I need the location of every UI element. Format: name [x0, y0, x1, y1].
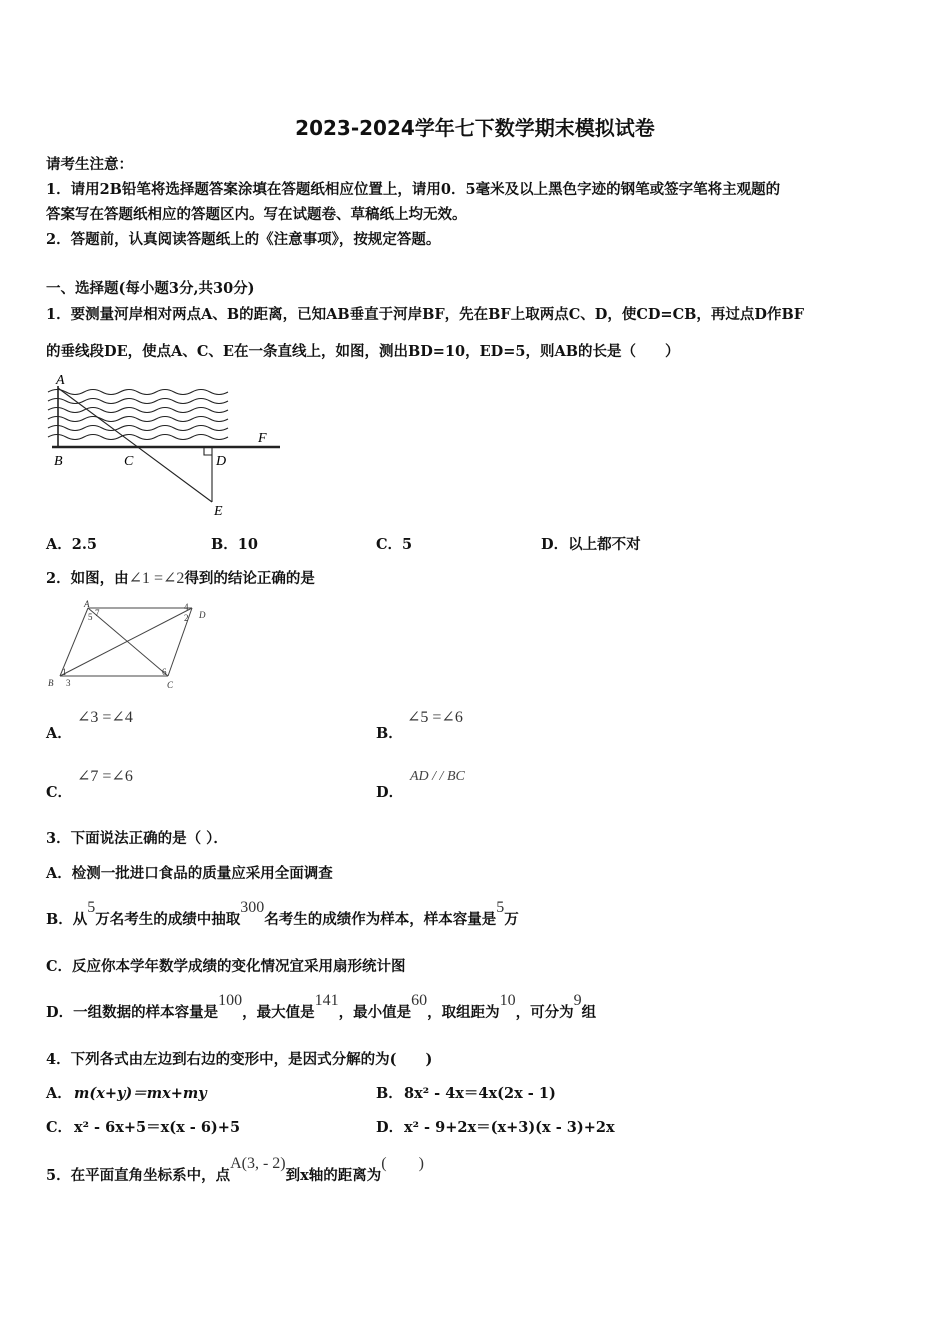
q2-angle-3: 3 [66, 678, 71, 688]
q4-option-c[interactable]: x² - 6x+5＝x(x - 6)+5 [74, 1119, 241, 1136]
q5-stem-prefix: 5．在平面直角坐标系中，点 [46, 1167, 231, 1184]
q3-b-text-2: 万名考生的成绩中抽取 [95, 911, 241, 928]
q1-stem-line1: 1．要测量河岸相对两点A、B的距离，已知AB垂直于河岸BF，先在BF上取两点C、D，使CD=CB，再过点D作BF [46, 306, 804, 323]
q3-b-num-2: 300 [240, 899, 265, 916]
q2-stem-formula: ∠1 =∠2 [128, 570, 185, 587]
q3-d-text-1: D．一组数据的样本容量是 [46, 1004, 219, 1021]
q3-d-num-5: 9 [573, 992, 582, 1009]
q1-label-C: C [124, 454, 134, 469]
q2-label-D: D [199, 610, 206, 620]
q1-label-B: B [54, 454, 63, 469]
q4-option-a[interactable]: m(x+y)＝mx+my [74, 1085, 207, 1102]
q3-stem: 3．下面说法正确的是（ ）． [46, 830, 228, 847]
q2-angle-5: 5 [88, 612, 93, 622]
q3-d-text-4: ，取组距为 [427, 1004, 500, 1021]
q2-parallelogram-figure [44, 598, 224, 693]
q3-d-text-6: 组 [581, 1004, 597, 1021]
q3-option-a[interactable]: A．检测一批进口食品的质量应采用全面调查 [46, 865, 333, 882]
notice-line-3: 2．答题前，认真阅读答题纸上的《注意事项》，按规定答题。 [46, 231, 441, 248]
q4-option-a-label[interactable]: A． [46, 1085, 72, 1102]
q3-d-text-2: ，最大值是 [242, 1004, 315, 1021]
q2-stem-prefix: 2．如图，由 [46, 570, 129, 587]
section-heading: 一、选择题(每小题3分,共30分) [46, 280, 255, 297]
q3-b-num-3: 5 [496, 899, 505, 916]
q2-option-a-label[interactable]: A． [46, 725, 72, 742]
q5-point: A(3, - 2) [230, 1155, 286, 1172]
q3-option-c[interactable]: C．反应你本学年数学成绩的变化情况宜采用扇形统计图 [46, 958, 406, 975]
page-title: 2023-2024学年七下数学期末模拟试卷 [295, 116, 655, 140]
q3-d-text-5: ，可分为 [515, 1004, 574, 1021]
q1-river-figure [44, 370, 284, 520]
q3-b-text-4: 万 [504, 911, 519, 928]
q4-option-b-label[interactable]: B． [376, 1085, 403, 1102]
q4-option-d-label[interactable]: D． [376, 1119, 404, 1136]
q4-stem: 4．下列各式由左边到右边的变形中，是因式分解的为( ) [46, 1051, 433, 1068]
q2-option-a[interactable]: ∠3 =∠4 [77, 709, 133, 726]
q2-option-d[interactable]: AD / / BC [410, 769, 465, 784]
q1-option-a[interactable]: A．2.5 [46, 536, 97, 553]
q5-answer-paren: ( ) [381, 1155, 424, 1172]
q1-label-A: A [56, 373, 65, 388]
q2-label-B: B [48, 678, 54, 688]
q1-label-E: E [214, 504, 223, 519]
q3-b-text-1: B．从 [46, 911, 88, 928]
q1-stem-line2: 的垂线段DE，使点A、C、E在一条直线上，如图，测出BD=10，ED=5，则AB的长是（ ） [46, 343, 680, 360]
q2-option-c[interactable]: ∠7 =∠6 [77, 768, 133, 785]
q2-angle-6: 6 [162, 667, 167, 677]
notice-line-2: 答案写在答题纸相应的答题区内。写在试题卷、草稿纸上均无效。 [46, 206, 467, 223]
q1-label-D: D [216, 454, 227, 469]
q1-option-c[interactable]: C．5 [376, 536, 413, 553]
q4-option-b[interactable]: 8x² - 4x＝4x(2x - 1) [404, 1085, 556, 1102]
q1-option-b[interactable]: B．10 [211, 536, 258, 553]
q2-label-A: A [84, 599, 90, 609]
q2-option-d-label[interactable]: D． [376, 784, 404, 801]
q3-d-text-3: ，最小值是 [338, 1004, 412, 1021]
q5-stem [46, 1155, 424, 1185]
q2-label-C: C [167, 680, 174, 690]
q1-label-F: F [258, 431, 267, 446]
q1-option-d[interactable]: D．以上都不对 [541, 536, 641, 553]
q2-angle-2: 2 [184, 613, 189, 623]
q4-option-d[interactable]: x² - 9+2x＝(x+3)(x - 3)+2x [404, 1119, 615, 1136]
q3-d-num-1: 100 [218, 992, 243, 1009]
q2-option-b-label[interactable]: B． [376, 725, 403, 742]
q3-option-d[interactable] [46, 992, 597, 1022]
q2-angle-4: 4 [184, 602, 189, 612]
q3-d-num-3: 60 [411, 992, 428, 1009]
q3-b-num-1: 5 [87, 899, 96, 916]
notice-line-1: 1．请用2B铅笔将选择题答案涂填在答题纸相应位置上，请用0．5毫米及以上黑色字迹的钢笔或签字笔将主观题的 [46, 181, 781, 198]
q3-option-b[interactable] [46, 899, 519, 929]
q4-option-c-label[interactable]: C． [46, 1119, 73, 1136]
q2-angle-7: 7 [95, 608, 100, 618]
q3-d-num-2: 141 [314, 992, 339, 1009]
q5-stem-mid: 到x轴的距离为 [285, 1167, 382, 1184]
q3-b-text-3: 名考生的成绩作为样本，样本容量是 [264, 911, 497, 928]
q2-stem-suffix: 得到的结论正确的是 [184, 570, 315, 587]
q3-d-num-4: 10 [499, 992, 516, 1009]
q2-angle-1: 1 [62, 667, 67, 677]
q2-stem [46, 567, 315, 588]
q2-option-c-label[interactable]: C． [46, 784, 73, 801]
notice-heading: 请考生注意： [46, 156, 133, 173]
q2-option-b[interactable]: ∠5 =∠6 [407, 709, 463, 726]
